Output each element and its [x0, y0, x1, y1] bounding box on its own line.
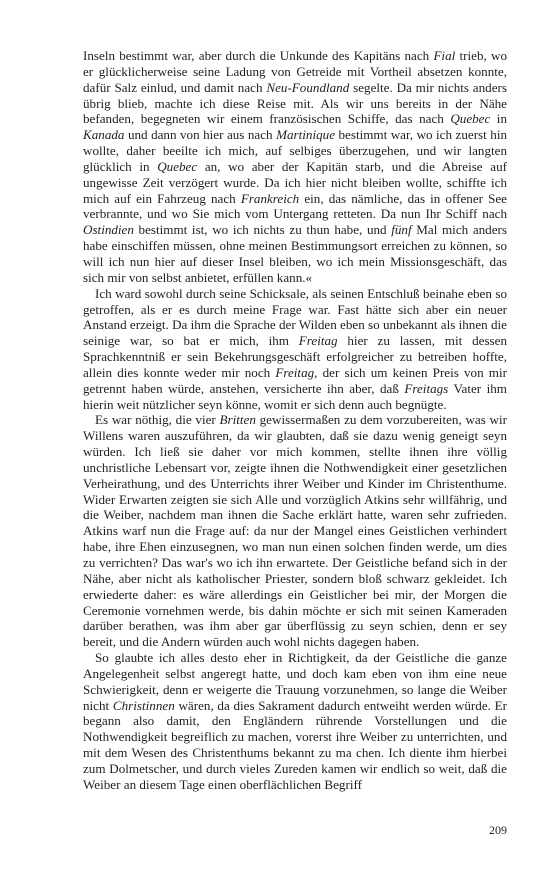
text-run: Mal mich anders habe einschiffen müssen, ohne meinen Bestimmungsort erreichen zu können, so will ich nun hier auf dieser Insel bleiben, wo ich mein Missionsgeschäft, das sich mir von selbst anbietet, erfüllen kann.«: [83, 222, 507, 285]
text-run: wären, da dies Sakrament dadurch entweiht werden würde. Er begann also damit, den Engländern rührende Vorstellungen und die Nothwendigkeit begreiflich zu machen, vorerst ihre Weiber zu unterrichten, und mit dem Wesen des Christenthums bekannt zu ma chen. Ich diente ihm hierbei zum Dolmetscher, und durch vieles Zureden kamen wir endlich so weit, daß die Weiber an diesem Tage einen oberflächlichen Begriff: [83, 697, 507, 792]
text-run: So glaubte ich alles desto eher in Richtigkeit, da der Geistliche die ganze Angelegenheit selbst angeregt hatte, und doch kam eben von ihm eine neue Schwierigkeit, denn er weigerte die Trauung vorzunehmen, so lange die Weiber nicht: [83, 650, 507, 713]
text-run: und dann von hier aus nach: [124, 127, 277, 143]
text-run: hier zu lassen, mit dessen Sprachkenntniß er sein Bekehrungsgeschäft erfolgreicher zu betreiben hoffte, allein dies konnte weder mir noch: [83, 333, 507, 380]
italic-text: fünf: [391, 222, 412, 238]
italic-text: Fial: [433, 48, 456, 63]
italic-text: Quebec: [157, 158, 198, 174]
italic-text: Britten: [219, 412, 256, 428]
text-run: bestimmt ist, wo ich nichts zu thun habe, und: [133, 222, 392, 238]
text-run: segelte. Da mir nichts anders übrig blieb, machte ich diese Reise mit. Als wir uns bereits in der Nähe befanden, begegneten wir einem französischen Schiffe, das nach: [83, 79, 507, 127]
text-run: gewissermaßen zu dem vorzubereiten, was wir Willens waren auszuführen, da wir glaubten, daß sie dazu wenig geneigt seyn würden. Ich ließ sie daher vor mich kommen, stellte ihnen ihre völlig unchristliche Lebensart vor, zeigte ihnen die Nothwendigkeit einer gesetzlichen Verheirathung, und des Unterrichts ihrer Weiber und Kinder im Christenthume. Wider Erwarten zeigten sie sich Alle und vorzüglich Atkins sehr willfährig, und die Weiber, nachdem man ihnen die Sache erklärt hatte, waren sehr zufrieden. Atkins warf nun die Frage auf: da nur der Mangel eines Geistlichen verhindert habe, ihre Ehen einzusegnen, wo man nun einen solchen finden werde, um dies zu verrichten? Das war's wo ich ihn erwartete. Der Geistliche befand sich in der Nähe, aber nicht als katholischer Priester, sondern bloß schwarz gekleidet. Ich erwiederte daher: es wäre allerdings ein Geistlicher bei mir, der Morgen die Ceremonie vornehmen werde, bis dahin möchte er sich mit seinen Kameraden darüber berathen, was ihm aber gar überflüssig zu seyn schien, denn er sey bereit, und die Andern würden auch wohl nichts dagegen haben.: [83, 412, 508, 650]
italic-text: Freitag: [298, 333, 338, 349]
text-run: Ich ward sowohl durch seine Schicksale, als seinen Entschluß beinahe eben so getroffen, als er es durch meine Frage war. Fast hätte sich aber ein neuer Anstand erzeigt. Da ihm die Sprache der Wilden eben so unbekannt als ihnen die seinige war, so bat er mich, ihm: [83, 285, 507, 349]
text-run: Vater ihm hierin weit nützlicher seyn könne, womit er sich denn auch begnügte.: [83, 380, 507, 412]
italic-text: Neu-Foundland: [266, 79, 350, 95]
paragraph: [83, 286, 507, 413]
italic-text: Christinnen: [112, 697, 175, 713]
text-run: bestimmt war, wo ich zuerst hin wollte, daher beeilte ich mich, auf selbiges überzugehen, und wir langten glücklich in: [83, 127, 507, 174]
paragraph: [83, 412, 507, 650]
italic-text: Freitags: [404, 380, 449, 396]
text-run: an, wo aber der Kapitän starb, und die Abreise auf ungewisse Zeit verzögert wurde. Da ich hier nicht bleiben wollte, schiffte ich mich auf ein Fahrzeug nach: [83, 158, 507, 206]
italic-text: Frankreich: [240, 190, 300, 206]
italic-text: Freitag: [275, 364, 315, 380]
text-run: Es war nöthig, die vier: [95, 412, 220, 428]
text-run: ein, das nämliche, das in offener See verbrannte, und wo Sie mich vom Untergang retteten. Da nun Ihr Schiff nach: [83, 190, 507, 222]
italic-text: Martinique: [276, 127, 336, 143]
book-page-text: [83, 48, 507, 793]
page-number: 209: [489, 823, 507, 837]
italic-text: Ostindien: [83, 222, 134, 238]
text-run: , der sich um keinen Preis von mir getrennt haben würde, anstehen, versicherte ihn aber, daß: [83, 364, 507, 396]
paragraph: [83, 650, 507, 793]
italic-text: Kanada: [83, 127, 125, 143]
paragraph: [83, 48, 507, 286]
text-run: trieb, wo er glücklicherweise seine Ladung von Getreide mit Vortheil absetzen konnte, dafür Salz einlud, und damit nach: [83, 48, 507, 95]
text-run: Inseln bestimmt war, aber durch die Unkunde des Kapitäns nach: [83, 48, 434, 63]
italic-text: Quebec: [450, 111, 491, 127]
text-run: in: [490, 111, 507, 127]
